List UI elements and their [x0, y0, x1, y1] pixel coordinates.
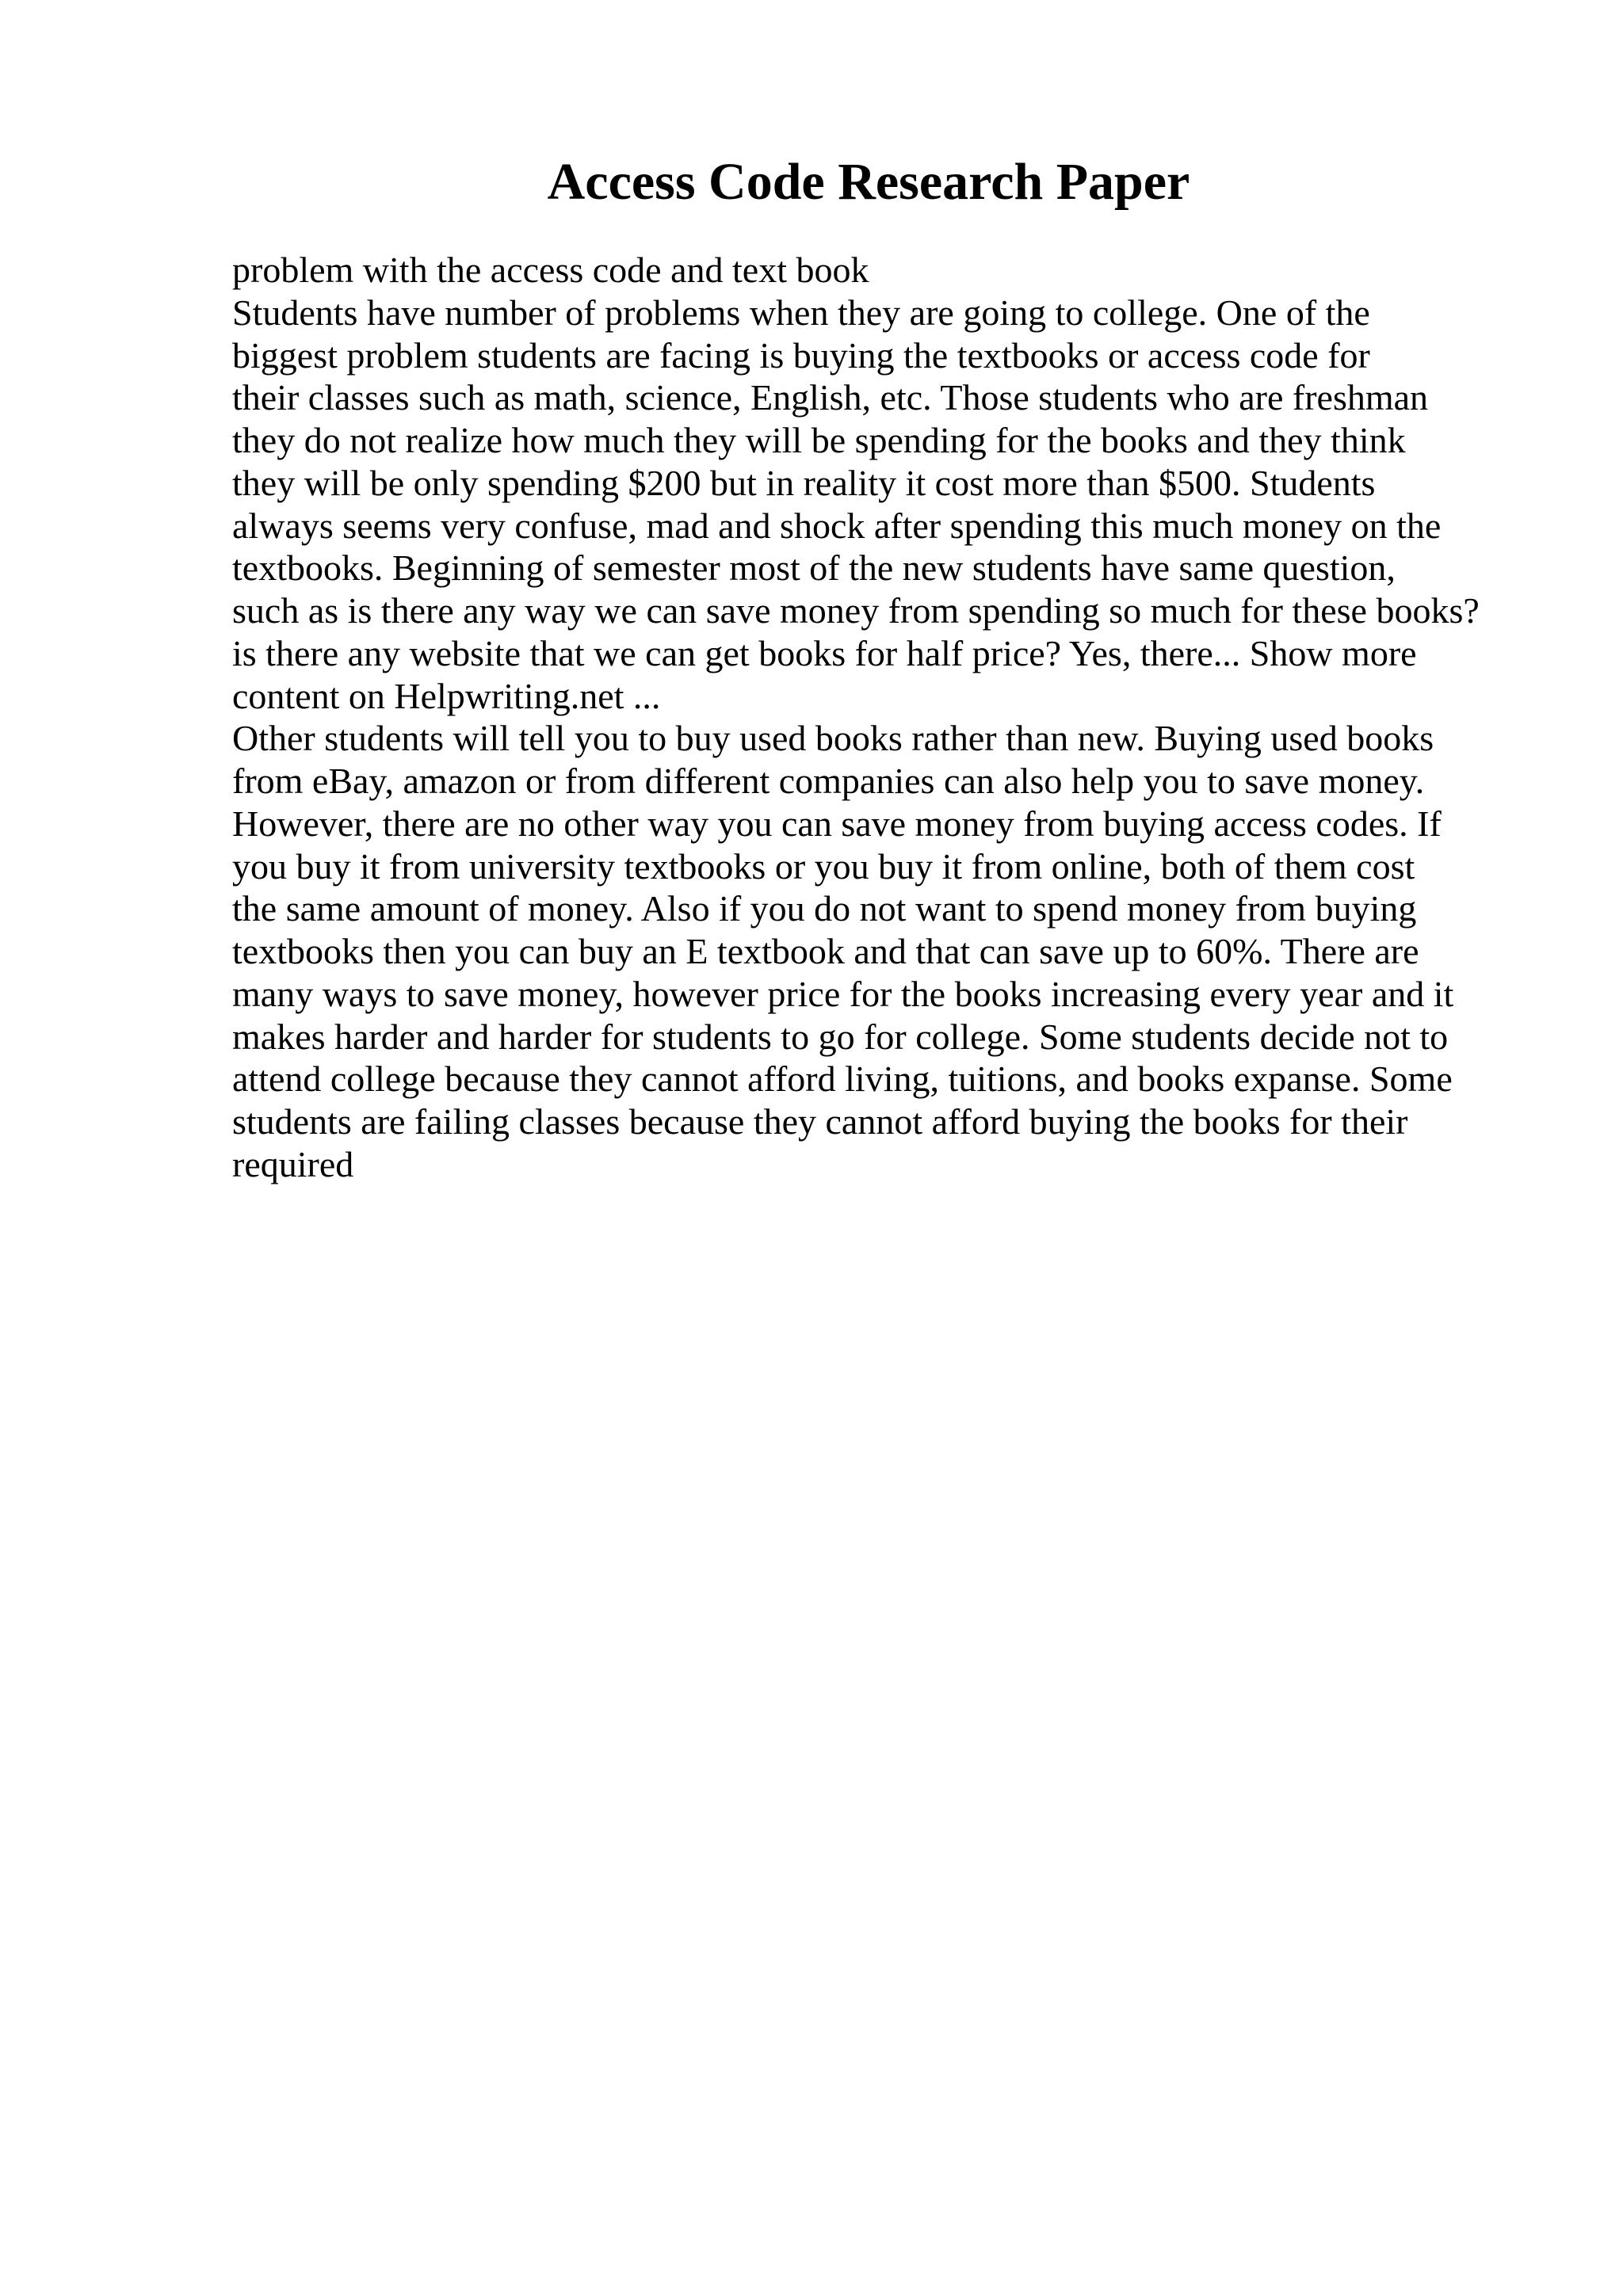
document-title: Access Code Research Paper [547, 153, 1190, 211]
body-line: students are failing classes because they cannot afford buying the books for their [232, 1101, 1408, 1142]
body-line: required [232, 1143, 354, 1184]
body-line: Other students will tell you to buy used books rather than new. Buying used books [232, 718, 1434, 759]
body-line-source: content on Helpwriting.net ... [232, 675, 661, 716]
body-line: the same amount of money. Also if you do not want to spend money from buying [232, 888, 1417, 929]
body-line: their classes such as math, science, English, etc. Those students who are freshman [232, 377, 1429, 418]
body-line: problem with the access code and text book [232, 250, 869, 290]
body-line: biggest problem students are facing is buying the textbooks or access code for [232, 334, 1370, 376]
body-line: they do not realize how much they will be spending for the books and they think [232, 420, 1406, 460]
body-line: textbooks then you can buy an E textbook and that can save up to 60%. There are [232, 931, 1419, 971]
body-line: attend college because they cannot afford living, tuitions, and books expanse. Some [232, 1058, 1453, 1100]
body-line: from eBay, amazon or from different companies can also help you to save money. [232, 761, 1425, 801]
body-line: However, there are no other way you can save money from buying access codes. If [232, 803, 1442, 844]
body-line-show-more: is there any website that we can get books for half price? Yes, there... Show more [232, 632, 1417, 673]
body-line: they will be only spending $200 but in reality it cost more than $500. Students [232, 462, 1376, 503]
body-line: makes harder and harder for students to go for college. Some students decide not to [232, 1016, 1449, 1057]
body-line: such as is there any way we can save money from spending so much for these books? [232, 590, 1480, 631]
body-line: you buy it from university textbooks or you buy it from online, both of them cost [232, 845, 1415, 887]
body-line: many ways to save money, however price for the books increasing every year and it [232, 973, 1454, 1014]
document-body [232, 249, 1532, 1186]
body-line: textbooks. Beginning of semester most of the new students have same question, [232, 547, 1396, 589]
body-line: Students have number of problems when they are going to college. One of the [232, 292, 1370, 333]
body-line: always seems very confuse, mad and shock after spending this much money on the [232, 505, 1442, 546]
